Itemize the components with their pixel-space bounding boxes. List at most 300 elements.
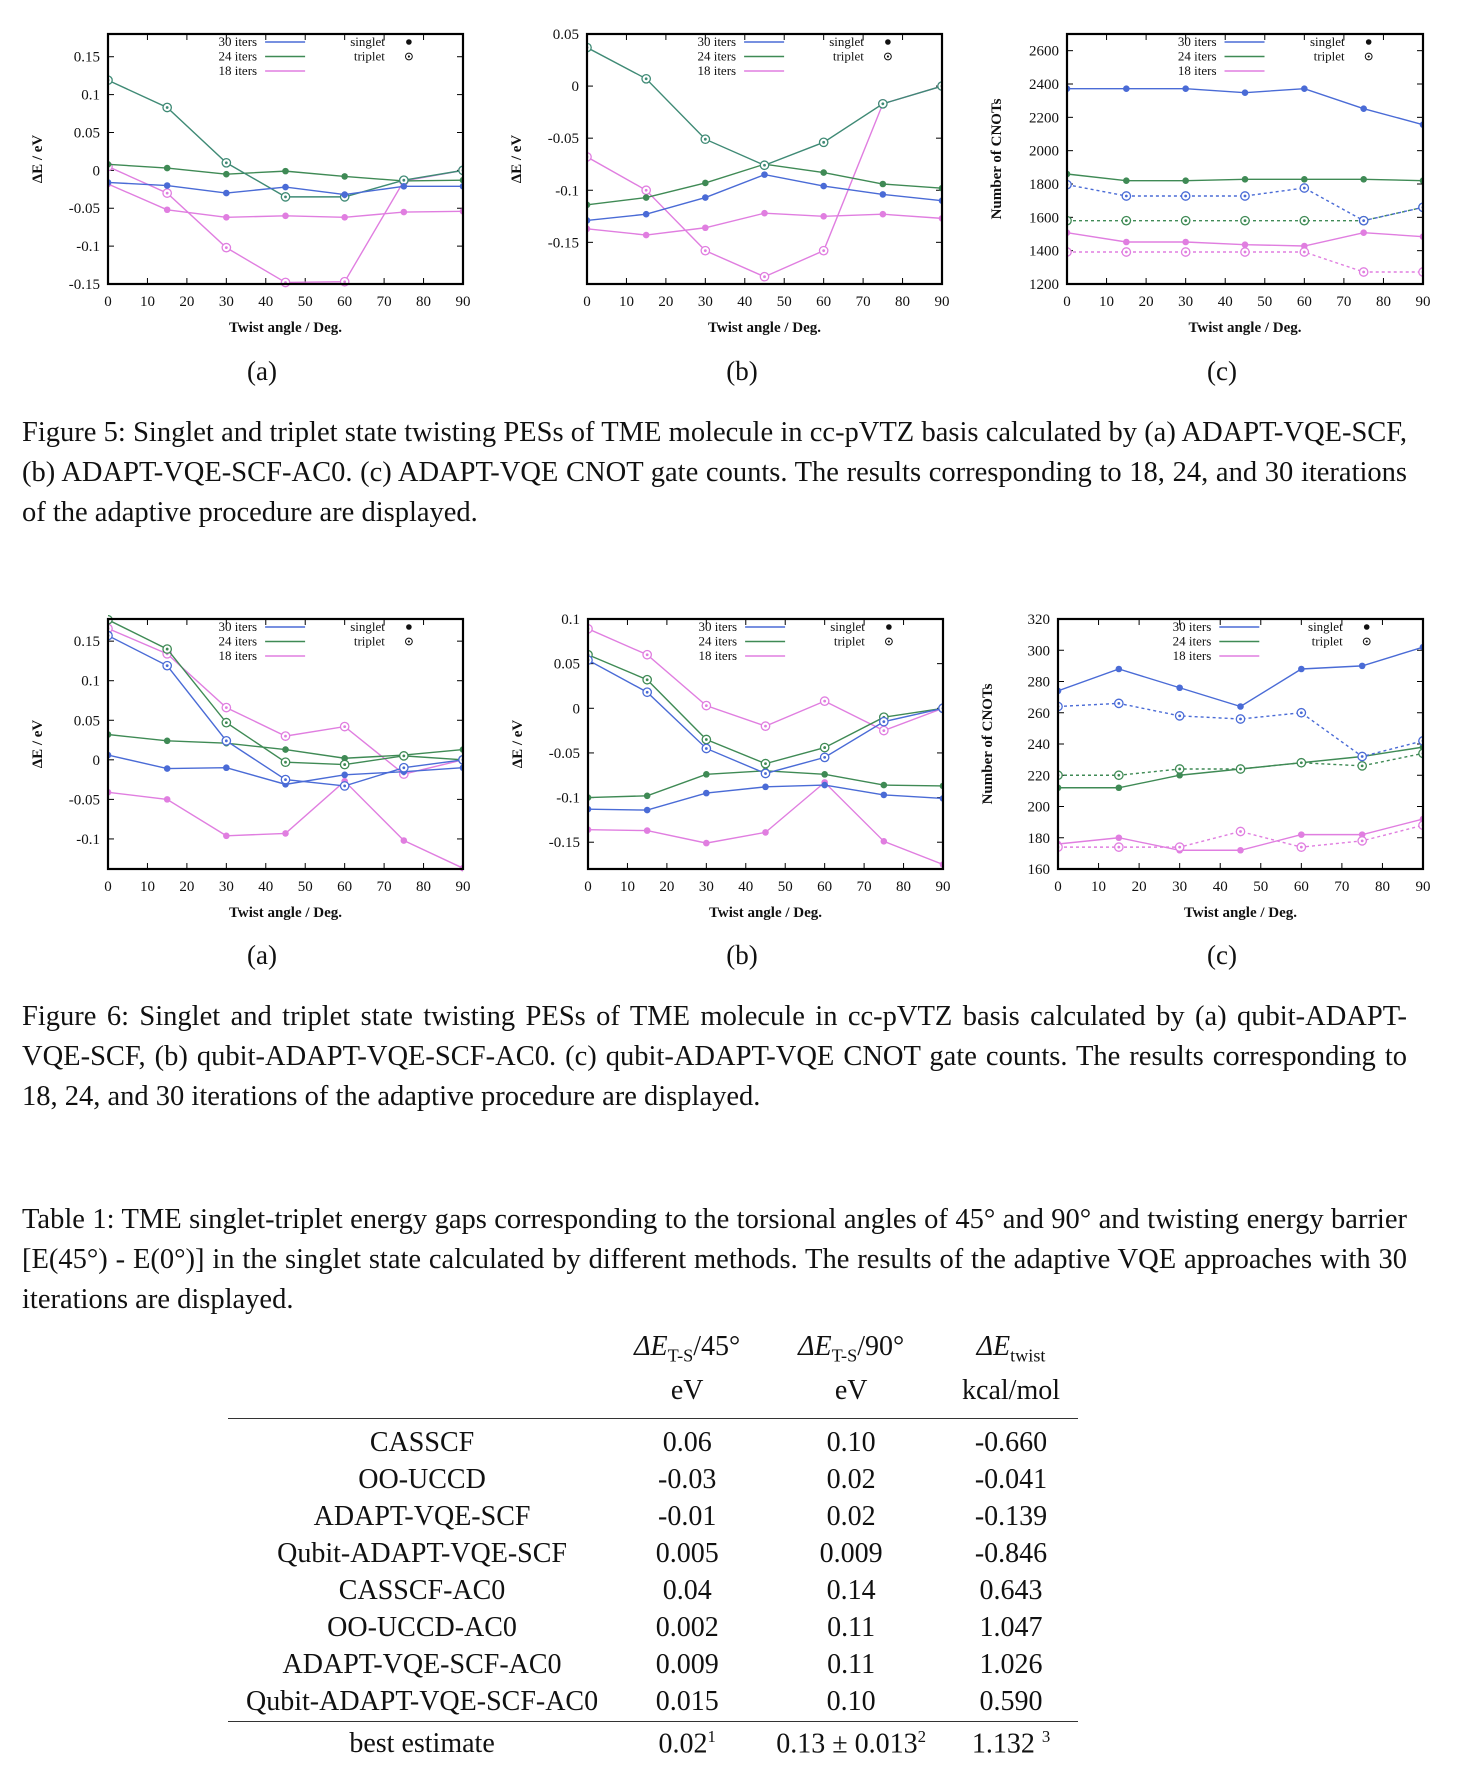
legend-series-label: 30 iters — [1177, 34, 1217, 49]
singlet-marker — [644, 807, 651, 814]
x-tick-label: 70 — [1336, 294, 1352, 310]
series-line — [1058, 703, 1423, 756]
y-tick-label: -0.15 — [547, 235, 579, 252]
singlet-marker — [1123, 239, 1130, 246]
filled-circle-icon — [406, 624, 412, 630]
x-tick-label: 20 — [1138, 294, 1154, 310]
x-tick-label: 80 — [416, 879, 432, 895]
legend-series-label: 18 iters — [698, 648, 738, 663]
x-tick-label: 90 — [455, 294, 471, 310]
x-tick-label: 10 — [618, 294, 634, 310]
x-tick-label: 90 — [935, 879, 951, 895]
singlet-marker — [703, 771, 710, 778]
method-cell: CASSCF-AC0 — [338, 1575, 506, 1607]
y-tick-label: -0.1 — [555, 183, 579, 200]
legend-series-label: 24 iters — [1172, 633, 1212, 649]
legend-series-label: 30 iters — [698, 619, 738, 634]
x-axis-label: Twist angle / Deg. — [707, 320, 822, 336]
gap-45-cell: 0.015 — [655, 1686, 719, 1718]
value: 1.132 — [971, 1728, 1035, 1760]
singlet-marker — [762, 829, 769, 836]
y-axis-label: ΔE / eV — [30, 134, 46, 184]
x-tick-label: 10 — [1099, 294, 1115, 310]
gap-90-cell — [758, 1721, 944, 1763]
gap-45-cell — [616, 1721, 758, 1763]
singlet-marker — [644, 827, 651, 834]
singlet-marker — [401, 209, 408, 216]
legend-marker-label: triplet — [353, 633, 385, 649]
singlet-marker — [881, 792, 888, 799]
plot-area — [1054, 644, 1427, 854]
legend-marker-label: triplet — [1311, 633, 1343, 649]
gap-90-cell: 0.10 — [826, 1427, 876, 1459]
singlet-marker — [1123, 177, 1130, 184]
gap-90-cell: 0.02 — [826, 1464, 876, 1496]
y-tick-label: 0 — [571, 79, 579, 96]
x-tick-label: 40 — [1212, 879, 1228, 895]
twist-cell: -0.139 — [974, 1501, 1048, 1533]
y-tick-label: -0.15 — [548, 835, 580, 852]
legend-series-label: 24 iters — [698, 633, 738, 649]
x-tick-label: 30 — [218, 294, 234, 310]
filled-circle-icon — [406, 39, 412, 45]
singlet-marker — [1242, 176, 1249, 183]
x-tick-label: 70 — [376, 879, 392, 895]
x-tick-label: 70 — [376, 294, 392, 310]
gap-90-cell: 0.14 — [826, 1575, 876, 1607]
singlet-marker — [341, 173, 348, 180]
y-tick-label: -0.15 — [68, 277, 100, 293]
y-tick-label: 2600 — [1029, 43, 1059, 60]
y-tick-label: 0 — [572, 701, 580, 718]
twist-cell: 1.026 — [979, 1649, 1043, 1681]
y-tick-label: 300 — [1027, 643, 1050, 660]
singlet-marker — [643, 211, 650, 218]
singlet-marker — [703, 790, 710, 797]
legend-series-label: 30 iters — [697, 34, 737, 49]
x-tick-label: 0 — [583, 294, 591, 310]
results-table — [228, 1330, 1078, 1763]
plot-area — [104, 616, 467, 872]
x-tick-label: 0 — [1063, 294, 1071, 310]
x-tick-label: 40 — [738, 879, 754, 895]
gap-90-cell: 0.02 — [826, 1501, 876, 1533]
method-cell: OO-UCCD — [358, 1464, 486, 1496]
figure-5b-chart — [480, 0, 970, 340]
singlet-marker — [880, 181, 887, 188]
singlet-marker — [1298, 666, 1305, 673]
singlet-marker — [164, 165, 171, 172]
table-body — [228, 1418, 1078, 1763]
y-tick-label: 0.1 — [81, 673, 100, 690]
singlet-marker — [282, 746, 289, 753]
legend-series-label: 18 iters — [697, 63, 737, 78]
table-1-caption: Table 1: TME singlet-triplet energy gaps corresponding to the torsional angles of 45° and 90° and twisting energy barrier [E(45°) - E(0°)] in the singlet state calculated by different methods. The results of the adaptive VQE approaches with 30 iterations are displayed. — [22, 1204, 1407, 1315]
x-tick-label: 60 — [337, 879, 353, 895]
singlet-marker — [881, 838, 888, 845]
header-twist — [944, 1330, 1078, 1373]
table-row — [228, 1684, 1078, 1722]
table-row — [228, 1418, 1078, 1462]
x-tick-label: 40 — [258, 879, 274, 895]
method-cell: CASSCF — [369, 1427, 475, 1459]
singlet-marker — [880, 211, 887, 218]
legend-series-label: 30 iters — [1172, 619, 1212, 634]
plot-area — [1063, 85, 1427, 276]
table-row — [228, 1610, 1078, 1647]
header-symbol: ΔE — [798, 1331, 832, 1362]
filled-circle-icon — [1366, 39, 1372, 45]
x-tick-label: 70 — [856, 879, 872, 895]
plot-area — [104, 76, 467, 287]
singlet-marker — [164, 765, 171, 772]
twist-cell: 0.590 — [979, 1686, 1043, 1718]
legend-series-label: 18 iters — [218, 648, 258, 663]
singlet-marker — [341, 214, 348, 221]
x-tick-label: 50 — [1257, 294, 1273, 310]
figure-6b-chart — [480, 585, 970, 925]
x-tick-label: 60 — [1296, 294, 1312, 310]
singlet-marker — [1359, 663, 1366, 670]
singlet-marker — [1298, 831, 1305, 838]
y-tick-label: -0.05 — [547, 131, 579, 148]
method-cell: best estimate — [228, 1721, 616, 1763]
y-tick-label: 160 — [1027, 862, 1050, 878]
x-axis-label: Twist angle / Deg. — [1188, 320, 1302, 336]
method-cell: Qubit-ADAPT-VQE-SCF — [277, 1538, 567, 1570]
figure-6a-chart — [0, 585, 490, 925]
filled-circle-icon — [885, 39, 891, 45]
singlet-marker — [1237, 847, 1244, 854]
filled-circle-icon — [886, 624, 892, 630]
x-tick-label: 90 — [1415, 294, 1431, 310]
x-tick-label: 70 — [1334, 879, 1350, 895]
x-tick-label: 0 — [104, 294, 112, 310]
y-tick-label: -0.1 — [76, 831, 100, 848]
best-estimate-row — [228, 1721, 1078, 1763]
header-suffix: /90° — [857, 1331, 905, 1362]
x-axis-label: Twist angle / Deg. — [708, 905, 823, 921]
x-axis-label: Twist angle / Deg. — [228, 320, 343, 336]
twist-cell: -0.660 — [974, 1427, 1048, 1459]
singlet-marker — [702, 194, 709, 201]
singlet-marker — [1123, 85, 1130, 92]
chart-legend — [218, 34, 412, 78]
singlet-marker — [761, 171, 768, 178]
y-tick-label: 2200 — [1029, 110, 1059, 127]
legend-marker-label: singlet — [1308, 619, 1343, 634]
singlet-marker — [1301, 85, 1308, 92]
x-tick-label: 30 — [1178, 294, 1194, 310]
x-tick-label: 80 — [416, 294, 432, 310]
unit-gap-45: eV — [670, 1375, 704, 1407]
x-tick-label: 0 — [584, 879, 592, 895]
y-tick-label: 0.05 — [552, 27, 579, 43]
singlet-marker — [761, 210, 768, 217]
singlet-marker — [1116, 666, 1123, 673]
x-tick-label: 30 — [698, 879, 714, 895]
method-cell: Qubit-ADAPT-VQE-SCF-AC0 — [246, 1686, 599, 1718]
legend-series-label: 18 iters — [218, 63, 258, 78]
singlet-marker — [702, 180, 709, 187]
y-tick-label: 0.15 — [73, 634, 100, 651]
series-line — [108, 80, 463, 197]
singlet-marker — [282, 168, 289, 175]
singlet-marker — [223, 764, 230, 771]
singlet-marker — [164, 182, 171, 189]
x-tick-label: 60 — [1293, 879, 1309, 895]
singlet-marker — [1116, 784, 1123, 791]
y-tick-label: 0.1 — [561, 612, 580, 628]
x-tick-label: 30 — [218, 879, 234, 895]
singlet-marker — [282, 213, 289, 220]
legend-marker-label: triplet — [832, 48, 864, 64]
x-tick-label: 20 — [179, 879, 195, 895]
y-tick-label: 0 — [92, 163, 100, 180]
x-axis-label: Twist angle / Deg. — [228, 905, 343, 921]
x-tick-label: 50 — [297, 294, 313, 310]
chart-legend — [218, 619, 412, 663]
x-tick-label: 80 — [1375, 294, 1391, 310]
y-tick-label: 1800 — [1029, 177, 1059, 193]
x-tick-label: 60 — [817, 879, 833, 895]
method-cell: ADAPT-VQE-SCF — [313, 1501, 531, 1533]
y-tick-label: -0.1 — [76, 239, 100, 256]
y-tick-label: 0 — [92, 752, 100, 769]
legend-series-label: 24 iters — [697, 48, 737, 64]
y-tick-label: 0.1 — [81, 87, 100, 104]
legend-marker-label: singlet — [830, 619, 865, 634]
twist-cell: -0.846 — [974, 1538, 1048, 1570]
header-gap-45 — [616, 1330, 758, 1373]
gap-45-cell: 0.009 — [655, 1649, 719, 1681]
header-suffix: /45° — [693, 1331, 741, 1362]
singlet-marker — [1116, 834, 1123, 841]
y-tick-label: 0.15 — [73, 49, 100, 66]
gap-45-cell: 0.06 — [662, 1427, 712, 1459]
singlet-marker — [1182, 85, 1189, 92]
header-subscript: T-S — [831, 1345, 858, 1366]
y-tick-label: 240 — [1027, 737, 1050, 753]
singlet-marker — [341, 772, 348, 779]
twist-cell: 1.047 — [979, 1612, 1043, 1644]
series-line — [1067, 185, 1423, 221]
header-gap-90 — [758, 1330, 944, 1373]
y-tick-label: -0.1 — [556, 790, 580, 807]
unit-twist: kcal/mol — [962, 1375, 1061, 1407]
legend-marker-label: singlet — [829, 34, 864, 49]
singlet-marker — [1301, 176, 1308, 183]
legend-series-label: 30 iters — [218, 619, 258, 634]
y-axis-label: ΔE / eV — [30, 719, 46, 769]
twist-cell: -0.041 — [974, 1464, 1048, 1496]
y-tick-label: 2000 — [1029, 143, 1059, 160]
legend-marker-label: triplet — [353, 48, 385, 64]
legend-series-label: 30 iters — [218, 34, 258, 49]
x-tick-label: 80 — [896, 879, 912, 895]
singlet-marker — [762, 784, 769, 791]
x-tick-label: 50 — [776, 294, 792, 310]
series-line — [587, 86, 942, 277]
x-tick-label: 30 — [1172, 879, 1188, 895]
y-axis-label: Number of CNOTs — [980, 683, 996, 805]
figure-5a-chart — [0, 0, 490, 340]
y-axis-label: ΔE / eV — [509, 134, 525, 184]
figure-5-caption: Figure 5: Singlet and triplet state twisting PESs of TME molecule in cc-pVTZ basis calculated by (a) ADAPT-VQE-SCF, (b) ADAPT-VQE-SCF-AC0. (c) ADAPT-VQE CNOT gate counts. The results corresponding to 18, 24, and 30 iterations of the adaptive procedure are displayed. — [22, 417, 1407, 528]
singlet-marker — [643, 232, 650, 239]
method-cell: OO-UCCD-AC0 — [327, 1612, 517, 1644]
table-row — [228, 1647, 1078, 1684]
x-tick-label: 50 — [777, 879, 793, 895]
y-tick-label: 0.05 — [553, 656, 580, 673]
x-tick-label: 10 — [619, 879, 635, 895]
singlet-marker — [282, 830, 289, 837]
table-row — [228, 1499, 1078, 1536]
y-tick-label: -0.05 — [68, 201, 100, 218]
series-line — [108, 781, 463, 868]
chart-legend — [1173, 619, 1370, 663]
x-tick-label: 0 — [104, 879, 112, 895]
singlet-marker — [223, 171, 230, 178]
singlet-marker — [1176, 684, 1183, 691]
x-tick-label: 90 — [455, 879, 471, 895]
singlet-marker — [282, 184, 289, 191]
y-tick-label: 0.05 — [73, 713, 100, 730]
figure-5b-label: (b) — [726, 356, 758, 386]
legend-series-label: 24 iters — [1177, 48, 1217, 64]
x-tick-label: 40 — [1217, 294, 1233, 310]
value: 0.02 — [658, 1728, 708, 1760]
gap-45-cell: 0.002 — [655, 1612, 719, 1644]
header-symbol: ΔE — [634, 1331, 668, 1362]
y-tick-label: 180 — [1027, 830, 1050, 847]
series-line — [587, 48, 942, 166]
x-tick-label: 60 — [337, 294, 353, 310]
x-tick-label: 40 — [258, 294, 274, 310]
x-tick-label: 20 — [658, 294, 674, 310]
legend-marker-label: triplet — [833, 633, 865, 649]
x-tick-label: 10 — [139, 294, 155, 310]
plot-area — [583, 43, 946, 281]
y-tick-label: -0.05 — [548, 745, 580, 762]
x-tick-label: 20 — [659, 879, 675, 895]
twist-cell — [944, 1721, 1078, 1763]
gap-45-cell: -0.01 — [658, 1501, 717, 1533]
header-subscript: twist — [1010, 1345, 1046, 1366]
y-tick-label: 0.05 — [73, 125, 100, 142]
x-tick-label: 20 — [1131, 879, 1147, 895]
singlet-marker — [1360, 105, 1367, 112]
footnote-ref: 2 — [917, 1727, 927, 1747]
x-tick-label: 10 — [1091, 879, 1107, 895]
series-line — [587, 164, 942, 205]
x-tick-label: 90 — [1415, 879, 1431, 895]
singlet-marker — [223, 214, 230, 221]
table-header-row — [228, 1330, 1078, 1373]
singlet-marker — [1242, 241, 1249, 248]
singlet-marker — [821, 771, 828, 778]
figure-5c-chart — [960, 0, 1460, 340]
x-tick-label: 60 — [816, 294, 832, 310]
x-tick-label: 10 — [139, 879, 155, 895]
chart-legend — [1178, 34, 1372, 78]
x-tick-label: 70 — [855, 294, 871, 310]
y-axis-label: Number of CNOTs — [989, 98, 1005, 220]
table-row — [228, 1536, 1078, 1573]
gap-90-cell: 0.009 — [819, 1538, 883, 1570]
singlet-marker — [703, 840, 710, 847]
y-tick-label: 320 — [1027, 612, 1050, 628]
singlet-marker — [223, 832, 230, 839]
x-tick-label: 50 — [297, 879, 313, 895]
legend-marker-label: singlet — [1310, 34, 1345, 49]
figure-6c-chart — [960, 585, 1460, 925]
singlet-marker — [820, 169, 827, 176]
singlet-marker — [164, 738, 171, 745]
singlet-marker — [880, 191, 887, 198]
gap-45-cell: -0.03 — [658, 1464, 717, 1496]
singlet-marker — [1360, 229, 1367, 236]
singlet-marker — [821, 782, 828, 789]
y-tick-label: 280 — [1027, 674, 1050, 691]
legend-marker-label: singlet — [350, 34, 385, 49]
figure-5a-label: (a) — [247, 356, 277, 386]
y-tick-label: 2400 — [1029, 77, 1059, 93]
y-tick-label: 1400 — [1029, 243, 1059, 260]
singlet-marker — [1237, 703, 1244, 710]
singlet-marker — [643, 194, 650, 201]
x-tick-label: 80 — [895, 294, 911, 310]
gap-45-cell: 0.005 — [655, 1538, 719, 1570]
unit-gap-90: eV — [834, 1375, 868, 1407]
x-tick-label: 30 — [697, 294, 713, 310]
figure-6a-label: (a) — [247, 940, 277, 970]
twist-cell: 0.643 — [979, 1575, 1043, 1607]
x-axis-label: Twist angle / Deg. — [1183, 905, 1298, 921]
y-tick-label: 200 — [1027, 799, 1050, 816]
plot-area — [584, 625, 947, 868]
x-tick-label: 90 — [934, 294, 950, 310]
table-row — [228, 1573, 1078, 1610]
singlet-marker — [223, 190, 230, 197]
legend-marker-label: singlet — [350, 619, 385, 634]
series-line — [588, 655, 943, 764]
legend-series-label: 18 iters — [1172, 648, 1212, 663]
y-tick-label: 1600 — [1029, 210, 1059, 227]
figure-5c-label: (c) — [1207, 356, 1237, 386]
x-tick-label: 80 — [1374, 879, 1390, 895]
legend-series-label: 24 iters — [218, 48, 258, 64]
singlet-marker — [401, 183, 408, 190]
x-tick-label: 40 — [737, 294, 753, 310]
footnote-ref: 1 — [707, 1727, 716, 1747]
method-cell: ADAPT-VQE-SCF-AC0 — [282, 1649, 562, 1681]
header-symbol: ΔE — [976, 1331, 1011, 1362]
singlet-marker — [1182, 239, 1189, 246]
singlet-marker — [702, 224, 709, 231]
singlet-marker — [401, 837, 408, 844]
y-tick-label: 1200 — [1029, 277, 1059, 293]
singlet-marker — [164, 206, 171, 213]
singlet-marker — [644, 792, 651, 799]
singlet-marker — [164, 796, 171, 803]
singlet-marker — [1360, 176, 1367, 183]
gap-45-cell: 0.04 — [662, 1575, 712, 1607]
singlet-marker — [820, 183, 827, 190]
gap-90-cell: 0.10 — [826, 1686, 876, 1718]
x-tick-label: 0 — [1054, 879, 1062, 895]
y-tick-label: 260 — [1027, 705, 1050, 722]
